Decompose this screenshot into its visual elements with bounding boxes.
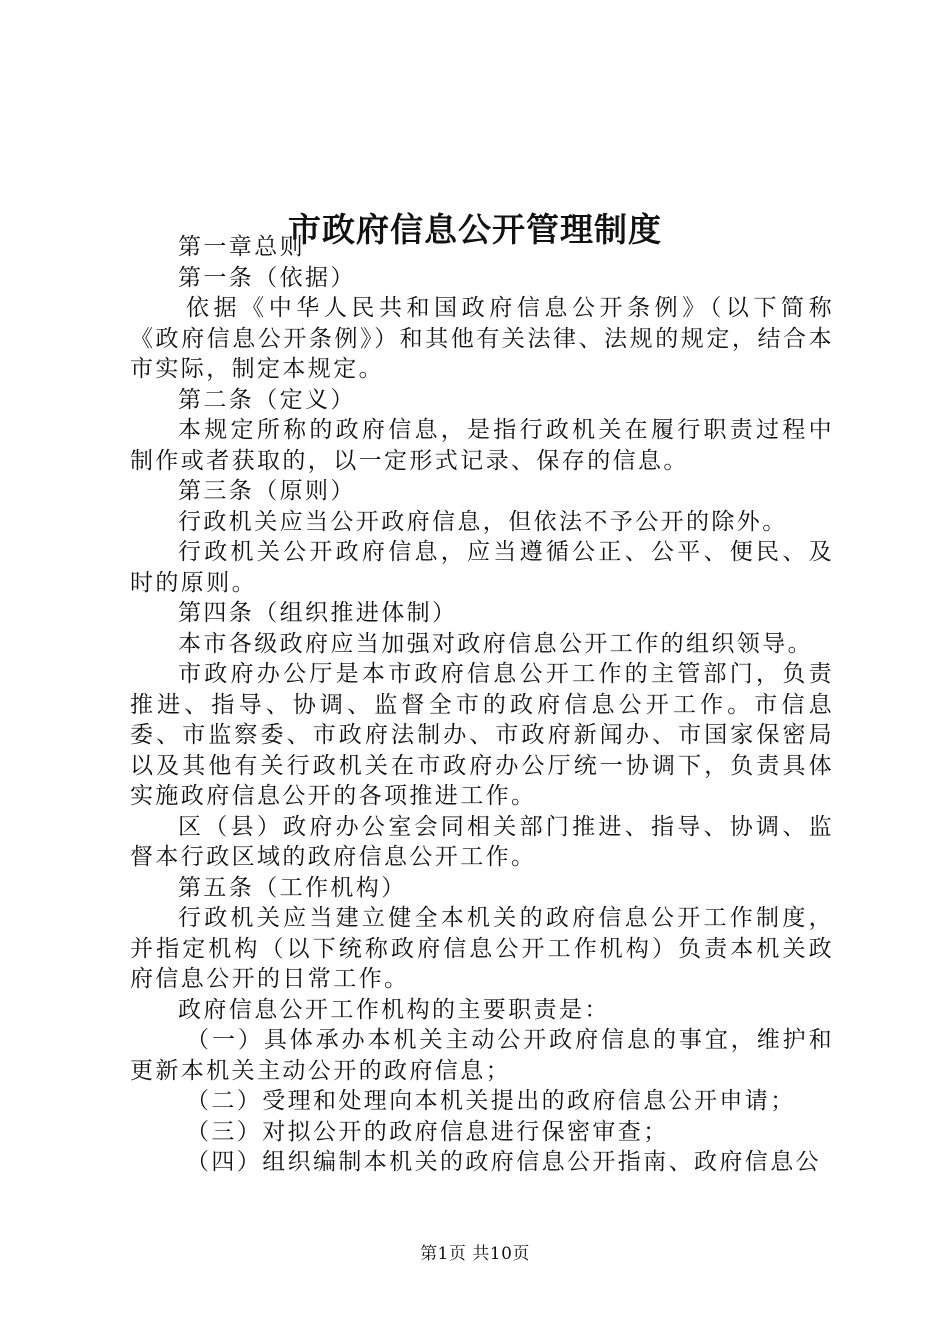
body-paragraph: 行政机关公开政府信息，应当遵循公正、公平、便民、及时的原则。	[130, 539, 834, 596]
document-body	[130, 232, 834, 1178]
chapter-heading: 第一章总则	[178, 234, 305, 260]
list-item: （四）组织编制本机关的政府信息公开指南、政府信息公	[186, 1149, 821, 1175]
body-paragraph: 区（县）政府办公室会同相关部门推进、指导、协调、监督本行政区域的政府信息公开工作。	[130, 813, 834, 870]
body-paragraph: 本市各级政府应当加强对政府信息公开工作的组织领导。	[178, 630, 813, 657]
article-heading: 第二条（定义）	[178, 386, 356, 413]
body-paragraph: 本规定所称的政府信息，是指行政机关在履行职责过程中制作或者获取的，以一定形式记录、保存的信息。	[130, 417, 834, 474]
body-paragraph: 行政机关应当公开政府信息，但依法不予公开的除外。	[178, 508, 788, 535]
article-heading: 第五条（工作机构）	[178, 874, 407, 901]
body-paragraph: 行政机关应当建立健全本机关的政府信息公开工作制度，并指定机构（以下统称政府信息公开工作机构）负责本机关政府信息公开的日常工作。	[130, 905, 834, 992]
body-paragraph: 市政府办公厅是本市政府信息公开工作的主管部门，负责推进、指导、协调、监督全市的政府信息公开工作。市信息委、市监察委、市政府法制办、市政府新闻办、市国家保密局以及其他有关行政机关在市政府办公厅统一协调下，负责具体实施政府信息公开的各项推进工作。	[130, 661, 834, 809]
article-heading: 第三条（原则）	[178, 478, 356, 504]
list-item: （三）对拟公开的政府信息进行保密审查；	[186, 1118, 669, 1145]
article-heading: 第四条（组织推进体制）	[178, 600, 458, 626]
body-paragraph: 政府信息公开工作机构的主要职责是：	[178, 996, 610, 1023]
list-item: （二）受理和处理向本机关提出的政府信息公开申请；	[186, 1088, 796, 1114]
list-item: （一）具体承办本机关主动公开政府信息的事宜，维护和更新本机关主动公开的政府信息；	[130, 1027, 834, 1084]
article-heading: 第一条（依据）	[178, 264, 356, 291]
document-title: 市政府信息公开管理制度	[288, 210, 662, 250]
body-paragraph: 依据《中华人民共和国政府信息公开条例》（以下简称《政府信息公开条例》）和其他有关法律、法规的规定，结合本市实际，制定本规定。	[130, 295, 834, 382]
page-indicator: 第1页 共10页	[420, 1244, 530, 1264]
